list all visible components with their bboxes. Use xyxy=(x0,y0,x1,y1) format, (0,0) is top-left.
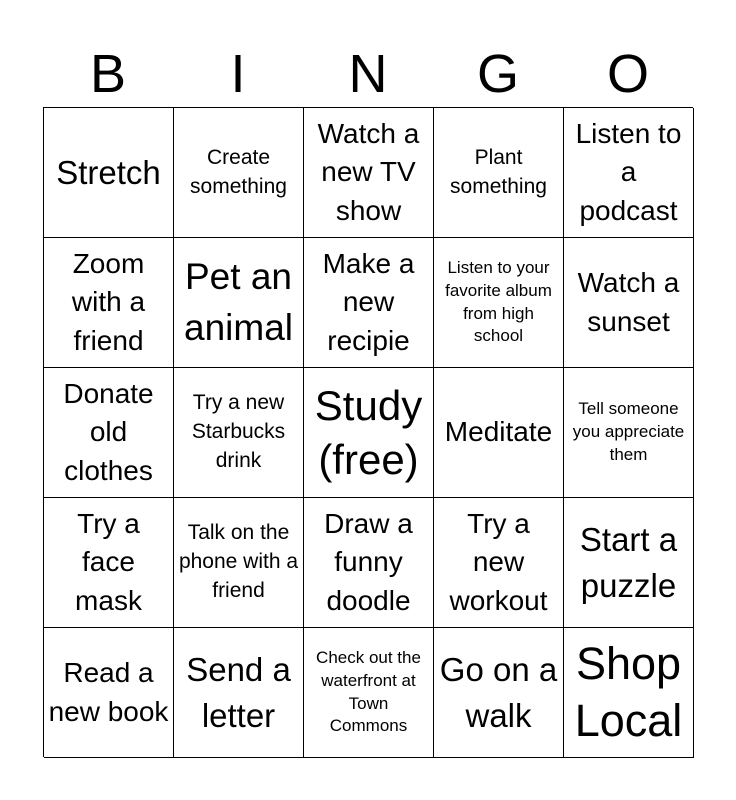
bingo-cell-r1c3[interactable] xyxy=(304,108,434,238)
cell-label: Draw a funny doodle xyxy=(324,507,413,616)
cell-label: Donate old clothes xyxy=(63,377,154,486)
bingo-cell-r2c4[interactable] xyxy=(434,238,564,368)
bingo-cell-r5c3[interactable] xyxy=(304,628,434,758)
bingo-cell-r2c3[interactable] xyxy=(304,238,434,368)
cell-label: Create something xyxy=(190,145,287,198)
cell-label: Go on a walk xyxy=(439,650,558,734)
bingo-cell-r2c2[interactable] xyxy=(174,238,304,368)
bingo-cell-r2c5[interactable] xyxy=(564,238,694,368)
cell-label: Start a puzzle xyxy=(579,520,678,604)
bingo-cell-r3c2[interactable] xyxy=(174,368,304,498)
cell-label: Study (free) xyxy=(314,381,423,483)
header-letter-b: B xyxy=(89,44,127,104)
bingo-cell-r4c1[interactable] xyxy=(44,498,174,628)
cell-label: Watch a new TV show xyxy=(317,117,420,226)
bingo-cell-r3c4[interactable] xyxy=(434,368,564,498)
bingo-cell-r4c3[interactable] xyxy=(304,498,434,628)
bingo-cell-r1c1[interactable] xyxy=(44,108,174,238)
bingo-cell-r5c1[interactable] xyxy=(44,628,174,758)
bingo-cell-r4c2[interactable] xyxy=(174,498,304,628)
header-letter-g: G xyxy=(476,44,519,104)
cell-label: Send a letter xyxy=(186,650,291,734)
bingo-cell-r1c4[interactable] xyxy=(434,108,564,238)
cell-label: Try a new workout xyxy=(449,507,548,616)
cell-label: Tell someone you appreciate them xyxy=(572,399,685,464)
bingo-cell-r4c4[interactable] xyxy=(434,498,564,628)
bingo-cell-r3c3-free[interactable] xyxy=(304,368,434,498)
cell-label: Listen to your favorite album from high school xyxy=(445,257,552,346)
cell-label: Zoom with a friend xyxy=(71,247,146,356)
bingo-cell-r3c1[interactable] xyxy=(44,368,174,498)
cell-label: Check out the waterfront at Town Commons xyxy=(316,647,421,736)
bingo-cell-r4c5[interactable] xyxy=(564,498,694,628)
header-letter-n: N xyxy=(348,44,388,104)
bingo-cell-r1c2[interactable] xyxy=(174,108,304,238)
bingo-header xyxy=(43,42,693,106)
cell-label: Stretch xyxy=(56,153,161,191)
cell-label: Pet an animal xyxy=(184,255,293,348)
bingo-cell-r5c5[interactable] xyxy=(564,628,694,758)
bingo-cell-r2c1[interactable] xyxy=(44,238,174,368)
bingo-cell-r1c5[interactable] xyxy=(564,108,694,238)
cell-label: Try a new Starbucks drink xyxy=(191,391,286,472)
bingo-card xyxy=(43,107,693,757)
cell-label: Shop Local xyxy=(574,638,683,746)
cell-label: Talk on the phone with a friend xyxy=(178,521,299,602)
cell-label: Try a face mask xyxy=(75,507,142,616)
cell-label: Plant something xyxy=(450,145,547,198)
bingo-cell-r3c5[interactable] xyxy=(564,368,694,498)
header-letter-o: O xyxy=(606,44,649,104)
header-letter-i: I xyxy=(230,44,246,104)
cell-label: Listen to a podcast xyxy=(575,117,682,226)
bingo-cell-r5c2[interactable] xyxy=(174,628,304,758)
cell-label: Meditate xyxy=(444,416,553,448)
cell-label: Make a new recipie xyxy=(322,247,415,356)
bingo-cell-r5c4[interactable] xyxy=(434,628,564,758)
cell-label: Watch a sunset xyxy=(577,266,680,337)
cell-label: Read a new book xyxy=(48,656,169,727)
